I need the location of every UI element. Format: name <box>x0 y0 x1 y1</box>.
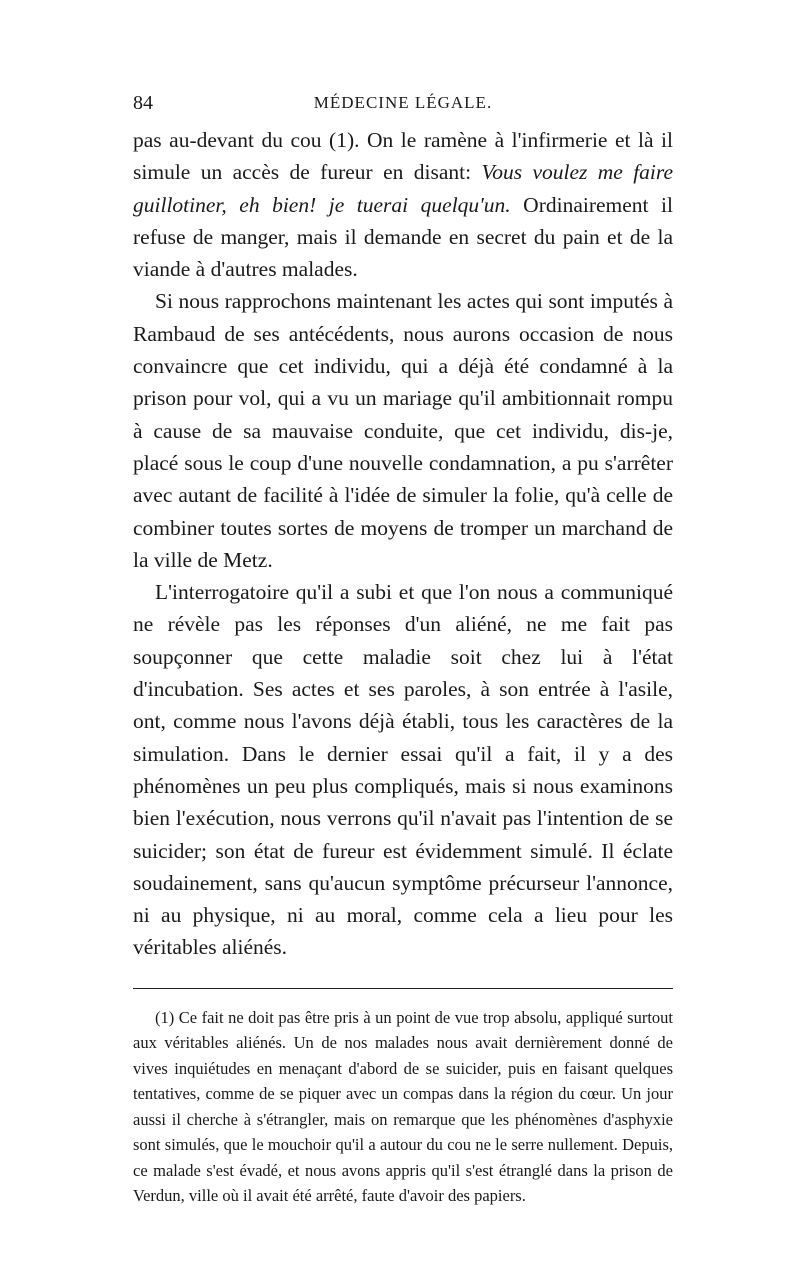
page-header <box>133 88 673 118</box>
paragraph-2: Si nous rapprochons maintenant les actes qui sont imputés à Rambaud de ses antécédents, nous aurons occasion de nous convaincre que cet individu, qui a déjà été condamné à la prison pour vol, qui a vu un mariage qu'il ambitionnait rompu à cause de sa mauvaise conduite, que cet individu, dis-je, placé sous le coup d'une nouvelle condamnation, a pu s'arrêter avec autant de facilité à l'idée de simuler la folie, qu'à celle de combiner toutes sortes de moyens de tromper un marchand de la ville de Metz. <box>133 289 673 572</box>
paragraph-3: L'interrogatoire qu'il a subi et que l'on nous a communiqué ne révèle pas les réponses d'un aliéné, ne me fait pas soupçonner que cette maladie soit chez lui à l'état d'incubation. Ses actes et ses paroles, à son entrée à l'asile, ont, comme nous l'avons déjà établi, tous les caractères de la simulation. Dans le dernier essai qu'il a fait, il y a des phénomènes un peu plus compliqués, mais si nous examinons bien l'exécution, nous verrons qu'il n'avait pas l'intention de se suicider; son état de fureur est évidemment simulé. Il éclate soudainement, sans qu'aucun symptôme précurseur l'annonce, ni au physique, ni au moral, comme cela a lieu pour les véritables aliénés. <box>133 580 673 960</box>
main-text <box>133 124 673 964</box>
footnote-divider <box>133 988 673 989</box>
page-number: 84 <box>133 92 153 114</box>
paragraph-1-quote: Vous voulez me faire guillotiner, eh bien! je tuerai quelqu'un. <box>133 160 674 217</box>
paragraph-1 <box>133 124 673 285</box>
footnote: (1) Ce fait ne doit pas être pris à un point de vue trop absolu, appliqué surtout aux véritables aliénés. Un de nos malades nous avait dernièrement donné de vives inquiétudes en menaçant d'abord de se suicider, puis en faisant quelques tentatives, comme de se piquer avec un compas dans la région du cœur. Un jour aussi il cherche à s'étrangler, mais on remarque que les phénomènes d'asphyxie sont simulés, que le mouchoir qu'il a autour du cou ne le serre nullement. Depuis, ce malade s'est évadé, et nous avons appris qu'il s'est étranglé dans la prison de Verdun, ville où il avait été arrêté, faute d'avoir des papiers. <box>133 1007 673 1206</box>
book-page <box>133 88 673 1209</box>
paragraph-1-end: Ordinairement il refuse de manger, mais il demande en secret du pain et de la viande à d'autres malades. <box>133 192 673 282</box>
paragraph-1-start: pas au-devant du cou (1). On le ramène à l'infirmerie et là il simule un accès de fureur en disant: <box>133 128 673 185</box>
running-title: MÉDECINE LÉGALE. <box>313 93 493 112</box>
